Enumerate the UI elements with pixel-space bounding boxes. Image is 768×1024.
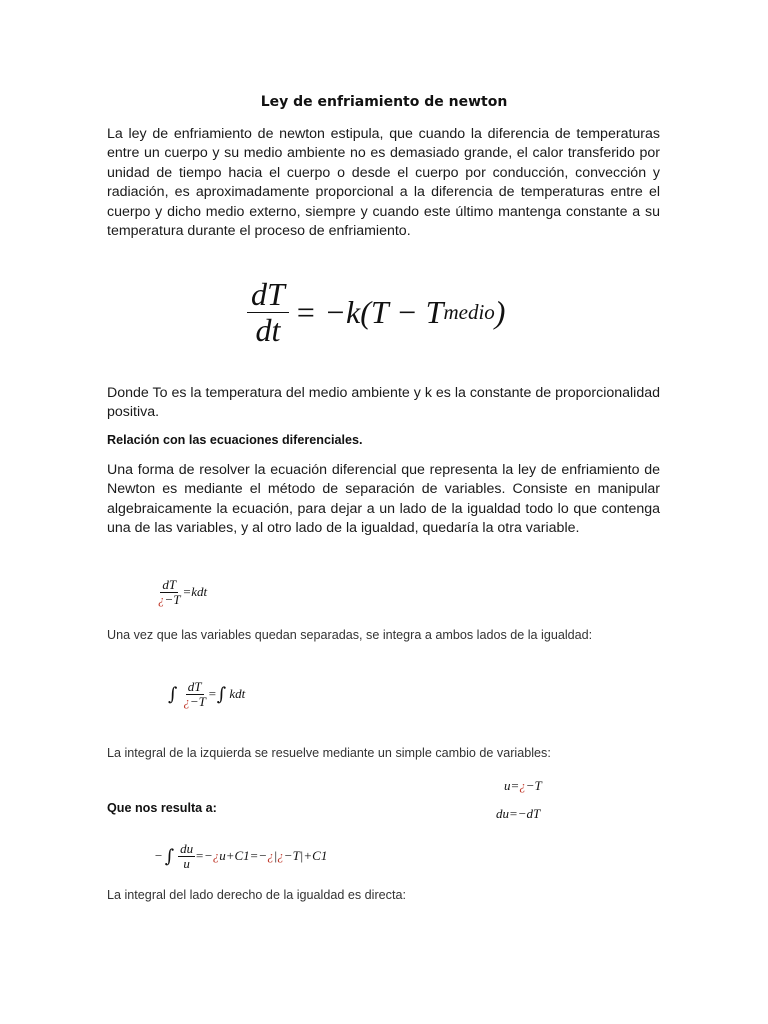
main-subscript: medio <box>443 300 495 325</box>
eq3-minus: − <box>154 848 163 864</box>
integral-sign: ∫ <box>168 683 178 705</box>
eq2-denominator: ¿−T <box>183 693 206 709</box>
main-rhs: = −k(T − T <box>294 294 444 331</box>
eq2-equals: = <box>207 686 217 702</box>
eq3-numerator: du <box>180 841 194 856</box>
substitution-text: La integral de la izquierda se resuelve mediante un simple cambio de variables: <box>107 746 551 760</box>
document-title: Ley de enfriamiento de newton <box>260 94 508 110</box>
eq1-fraction <box>156 578 183 607</box>
eq1-denominator: ¿−T <box>158 591 181 607</box>
eq3-denominator: u <box>183 855 190 871</box>
eq2-rhs: kdt <box>226 686 246 702</box>
eq2-fraction <box>181 680 208 709</box>
substitution-u: u= ¿ −T <box>504 778 542 793</box>
integrate-text: Una vez que las variables quedan separadas, se integra a ambos lados de la igualdad: <box>107 628 593 642</box>
eq3-expression: =−¿u+C1=−¿|¿−T|+C1 <box>195 848 328 864</box>
equation-separated <box>156 578 207 607</box>
result-heading: Que nos resulta a: <box>107 801 217 815</box>
eq1-rhs: =kdt <box>182 584 208 600</box>
method-paragraph: Una forma de resolver la ecuación diferencial que representa la ley de enfriamiento de Newton es mediante el método de separación de variables. Consiste en manipular algebraicamente la ecuación, para dejar a un lado de la igualdad todo lo que contenga una de las variables, y al otro lado de la igualdad, quedaría la otra variable. <box>107 462 660 537</box>
main-fraction <box>247 278 289 348</box>
eq3-fraction <box>178 842 195 871</box>
equation-integral <box>168 680 245 709</box>
main-equation <box>247 278 505 348</box>
main-numerator: dT <box>247 278 289 313</box>
integral-sign-2: ∫ <box>216 683 227 705</box>
eq1-numerator: dT <box>162 577 177 592</box>
integral-sign-3: ∫ <box>164 845 175 867</box>
intro-paragraph: La ley de enfriamiento de newton estipula, que cuando la diferencia de temperaturas entre un cuerpo y su medio ambiente no es demasiado grande, el calor transferido por unidad de tiempo hacia el cuerpo o desde el cuerpo por conducción, convección y radiación, es aproximadamente proporcional a la diferencia de temperaturas entre el cuerpo y dicho medio externo, siempre y cuando este último mantenga constante a su temperatura durante el proceso de enfriamiento. <box>107 126 660 240</box>
main-close: ) <box>494 294 506 331</box>
eq2-numerator: dT <box>187 679 202 694</box>
main-denominator: dt <box>255 311 281 348</box>
substitution-du: du=−dT <box>496 806 541 821</box>
section-heading: Relación con las ecuaciones diferenciales. <box>107 433 363 447</box>
right-side-text: La integral del lado derecho de la igualdad es directa: <box>107 888 406 902</box>
equation-result <box>154 842 327 871</box>
where-paragraph: Donde To es la temperatura del medio ambiente y k es la constante de proporcionalidad positiva. <box>107 385 660 421</box>
